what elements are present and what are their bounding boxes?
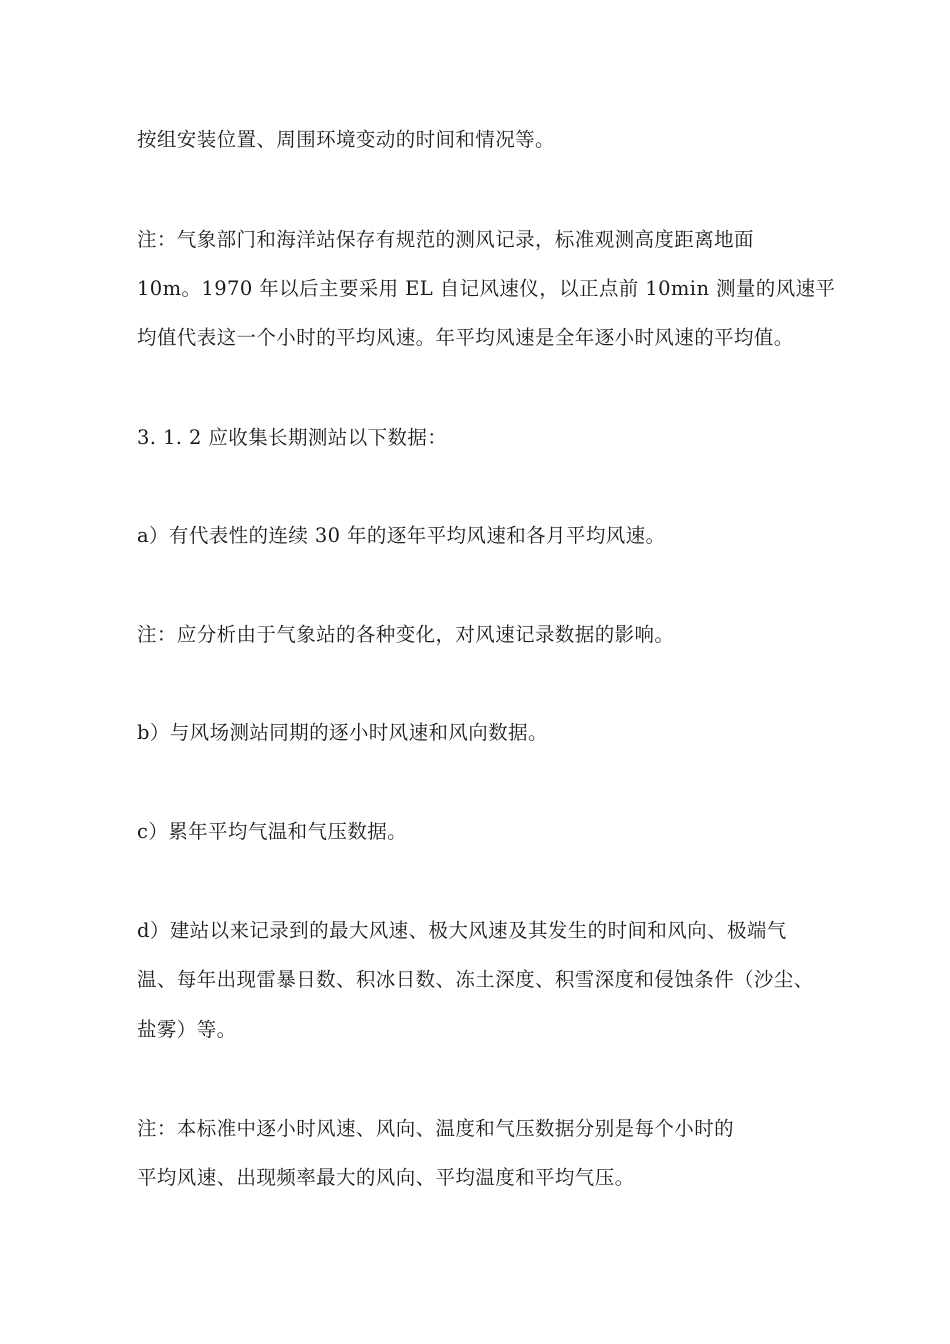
paragraph-continuation-line: 按组安装位置、周围环境变动的时间和情况等。 — [137, 128, 555, 151]
list-item-d-continuation: 盐雾）等。 — [137, 1018, 237, 1041]
list-item-d-continuation: 温、每年出现雷暴日数、积冰日数、冻土深度、积雪深度和侵蚀条件（沙尘、 — [137, 968, 814, 991]
section-heading: 3. 1. 2 应收集长期测站以下数据： — [137, 426, 448, 449]
list-item-d: d）建站以来记录到的最大风速、极大风速及其发生的时间和风向、极端气 — [137, 919, 787, 942]
note-line: 注：应分析由于气象站的各种变化，对风速记录数据的影响。 — [137, 623, 675, 646]
note-line: 平均风速、出现频率最大的风向、平均温度和平均气压。 — [137, 1166, 635, 1189]
note-line: 10m。1970 年以后主要采用 EL 自记风速仪，以正点前 10min 测量的风速平 — [137, 277, 836, 300]
list-item-c: c）累年平均气温和气压数据。 — [137, 820, 408, 843]
note-line: 均值代表这一个小时的平均风速。年平均风速是全年逐小时风速的平均值。 — [137, 326, 794, 349]
list-item-a: a）有代表性的连续 30 年的逐年平均风速和各月平均风速。 — [137, 524, 666, 547]
note-line: 注：本标准中逐小时风速、风向、温度和气压数据分别是每个小时的 — [137, 1117, 735, 1140]
list-item-b: b）与风场测站同期的逐小时风速和风向数据。 — [137, 721, 548, 744]
note-line: 注：气象部门和海洋站保存有规范的测风记录，标准观测高度距离地面 — [137, 228, 754, 251]
